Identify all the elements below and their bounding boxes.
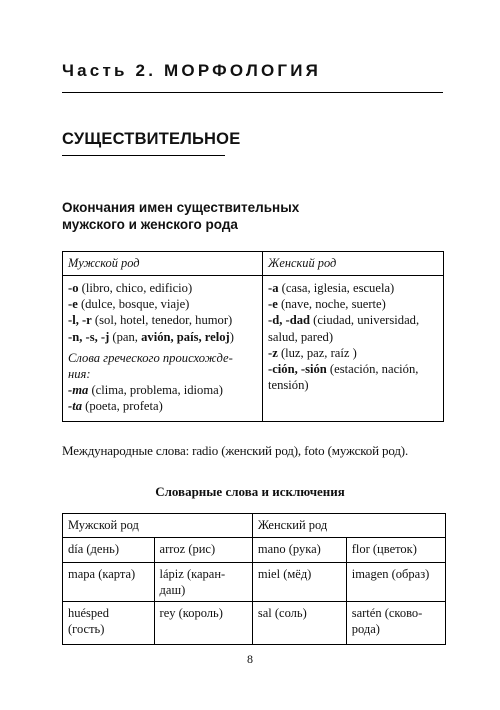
- feminine-ending-z: -z (luz, paz, raíz ): [268, 345, 357, 360]
- feminine-ending-d-dad-cont: salud, pared): [268, 329, 334, 344]
- section-title: СУЩЕСТВИТЕЛЬНОЕ: [62, 130, 241, 148]
- table-cell: mapa (карта): [63, 563, 155, 602]
- endings-heading: [62, 199, 299, 233]
- table-cell: arroz (рис): [154, 538, 252, 563]
- table-cell: flor (цветок): [346, 538, 445, 563]
- endings-table: [62, 251, 444, 422]
- table-cell: miel (мёд): [252, 563, 346, 602]
- endings-heading-line-2: мужского и женского рода: [62, 217, 238, 232]
- section-title-rule: [62, 155, 225, 156]
- feminine-endings-cell: [263, 276, 444, 422]
- greek-words-label: Слова греческого происхожде- ния:: [68, 350, 233, 382]
- feminine-ending-d-dad: -d, -dad (ciudad, universidad,: [268, 313, 420, 328]
- table-cell: sal (соль): [252, 602, 346, 645]
- vocab-feminine-header: Женский род: [252, 514, 445, 538]
- masculine-ending-e: -e (dulce, bosque, viaje): [68, 297, 190, 312]
- page-number: 8: [247, 652, 253, 666]
- vocabulary-heading: Словарные слова и исключения: [155, 484, 345, 499]
- masculine-header: Мужской род: [63, 252, 263, 276]
- feminine-ending-a: -a (casa, iglesia, escuela): [268, 281, 395, 295]
- table-row: [63, 602, 446, 645]
- table-cell: sartén (сково- рода): [346, 602, 445, 645]
- endings-table-header-row: [63, 252, 444, 276]
- part-title: Часть 2. МОРФОЛОГИЯ: [62, 61, 322, 80]
- feminine-ending-cion-sion: -ción, -sión (estación, nación,: [268, 362, 419, 377]
- part-title-rule: [62, 92, 443, 93]
- masculine-ending-l-r: -l, -r (sol, hotel, tenedor, humor): [68, 313, 233, 328]
- vocab-masculine-header: Мужской род: [63, 514, 253, 538]
- feminine-header: Женский род: [263, 252, 444, 276]
- greek-ending-ta: -ta (poeta, profeta): [68, 399, 163, 414]
- endings-heading-line-1: Окончания имен существительных: [62, 200, 300, 215]
- feminine-ending-e: -e (nave, noche, suerte): [268, 297, 386, 312]
- table-cell: mano (рука): [252, 538, 346, 563]
- table-cell: imagen (образ): [346, 563, 445, 602]
- vocabulary-header-row: [63, 514, 446, 538]
- table-cell: rey (король): [154, 602, 252, 645]
- feminine-ending-cion-sion-cont: tensión): [268, 378, 309, 393]
- masculine-endings-cell: [63, 276, 263, 422]
- table-cell: lápiz (каран- даш): [154, 563, 252, 602]
- greek-ending-ma: -ma (clima, problema, idioma): [68, 383, 223, 398]
- vocabulary-table: [62, 513, 446, 645]
- masculine-ending-o: -o (libro, chico, edificio): [68, 281, 193, 295]
- international-words-note: Международные слова: radio (женский род), foto (мужской род).: [62, 443, 409, 458]
- table-cell: día (день): [63, 538, 155, 563]
- endings-table-body-row: [63, 276, 444, 422]
- table-row: [63, 563, 446, 602]
- table-cell: huésped (гость): [63, 602, 155, 645]
- table-row: [63, 538, 446, 563]
- masculine-ending-n-s-j: -n, -s, -j (pan, avión, país, reloj): [68, 329, 234, 344]
